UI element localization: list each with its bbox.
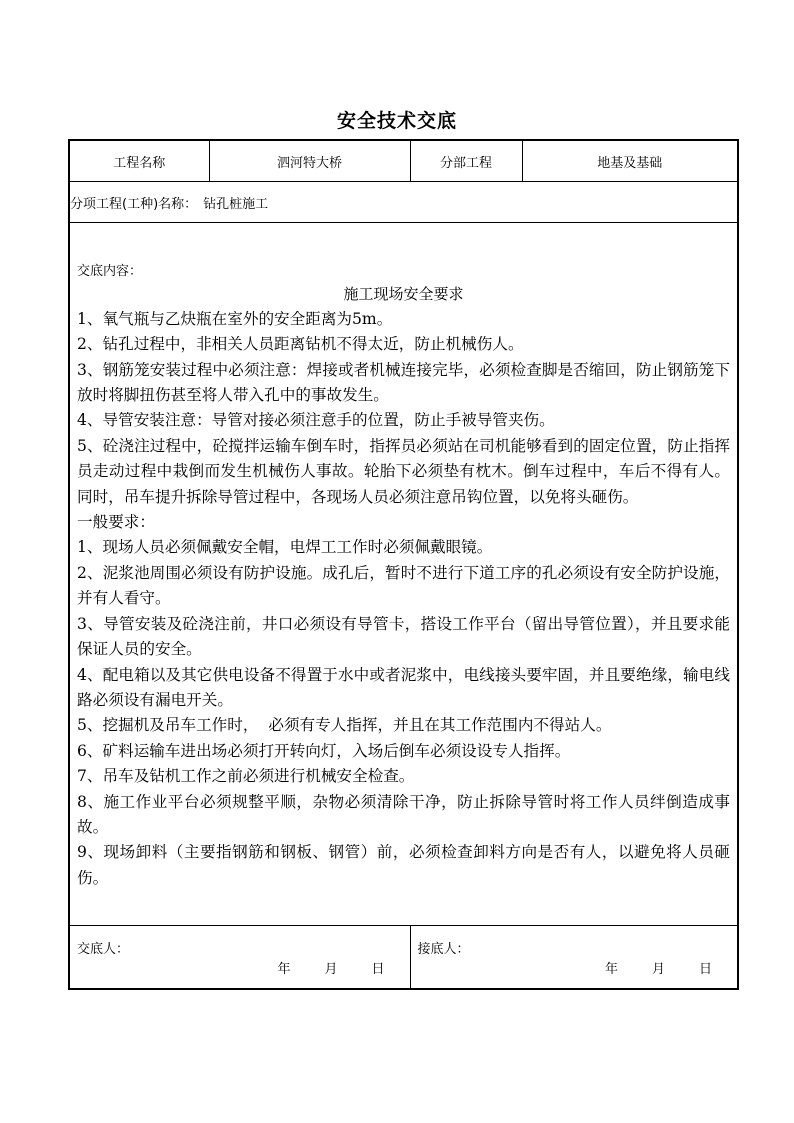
general-item: 9、现场卸料（主要指钢筋和钢板、钢管）前，必须检查卸料方向是否有人，以避免将人员砸伤。 <box>77 843 730 887</box>
project-name-label: 工程名称 <box>69 140 209 182</box>
date-year: 年 <box>604 962 618 977</box>
subitem-cell <box>69 182 738 223</box>
receiver-date <box>571 958 712 977</box>
subitem-label: 分项工程(工种)名称： <box>70 196 198 212</box>
disclosure-form <box>68 139 739 990</box>
site-requirements-title: 施工现场安全要求 <box>343 284 464 303</box>
project-name-value: 泗河特大桥 <box>209 140 410 182</box>
receiver-signature-cell <box>410 926 738 990</box>
signature-row <box>69 926 738 990</box>
general-item: 7、吊车及钻机工作之前必须进行机械安全检查。 <box>77 767 415 786</box>
subitem-row <box>69 182 738 223</box>
site-item: 3、钢筋笼安装过程中必须注意：焊接或者机械连接完毕，必须检查脚是否缩回，防止钢筋笼下放时将脚扭伤甚至将人带入孔中的事故发生。 <box>77 360 730 405</box>
general-item: 8、施工作业平台必须规整平顺，杂物必须清除干净，防止拆除导管时将工作人员绊倒造成事故。 <box>77 792 730 836</box>
subitem-value: 钻孔桩施工 <box>203 196 269 212</box>
date-year: 年 <box>277 962 291 977</box>
date-month: 月 <box>651 962 665 977</box>
general-item: 6、矿料运输车进出场必须打开转向灯，入场后倒车必须设设专人指挥。 <box>77 741 571 760</box>
giver-date <box>243 958 384 977</box>
date-day: 日 <box>371 962 385 977</box>
date-day: 日 <box>698 962 712 977</box>
general-item: 2、泥浆池周围必须设有防护设施。成孔后，暂时不进行下道工序的孔必须设有安全防护设施，并有人看守。 <box>77 563 730 608</box>
site-item: 5、砼浇注过程中，砼搅拌运输车倒车时，指挥员必须站在司机能够看到的固定位置，防止指挥员走动过程中栽倒而发生机械伤人事故。轮胎下必须垫有枕木。倒车过程中，车后不得有人。同时，吊车提升拆除导管过程中，各现场人员必须注意吊钩位置，以免将头砸伤。 <box>77 436 730 506</box>
date-month: 月 <box>324 962 338 977</box>
site-item: 2、钻孔过程中，非相关人员距离钻机不得太近，防止机械伤人。 <box>77 335 524 354</box>
content-cell <box>69 223 738 926</box>
part-project-value: 地基及基础 <box>522 140 738 182</box>
general-item: 4、配电箱以及其它供电设备不得置于水中或者泥浆中，电线接头要牢固，并且要绝缘，输电线路必须设有漏电开关。 <box>77 665 730 709</box>
content-row <box>69 223 738 926</box>
receiver-label: 接底人： <box>417 942 470 957</box>
part-project-label: 分部工程 <box>410 140 522 182</box>
content-label: 交底内容： <box>77 263 143 279</box>
site-item: 1、氧气瓶与乙炔瓶在室外的安全距离为5m。 <box>77 309 393 328</box>
general-item: 3、导管安装及砼浇注前，井口必须设有导管卡，搭设工作平台（留出导管位置），并且要求能保证人员的安全。 <box>77 614 730 659</box>
site-item: 4、导管安装注意：导管对接必须注意手的位置，防止手被导管夹伤。 <box>77 411 555 430</box>
general-item: 5、挖掘机及吊车工作时， 必须有专人指挥，并且在其工作范围内不得站人。 <box>77 716 612 735</box>
general-item: 1、现场人员必须佩戴安全帽，电焊工工作时必须佩戴眼镜。 <box>77 538 493 557</box>
giver-signature-cell <box>69 926 410 990</box>
general-requirements-title: 一般要求： <box>77 513 155 532</box>
giver-label: 交底人： <box>77 942 130 957</box>
document-title: 安全技术交底 <box>336 110 457 132</box>
header-row <box>69 140 738 182</box>
